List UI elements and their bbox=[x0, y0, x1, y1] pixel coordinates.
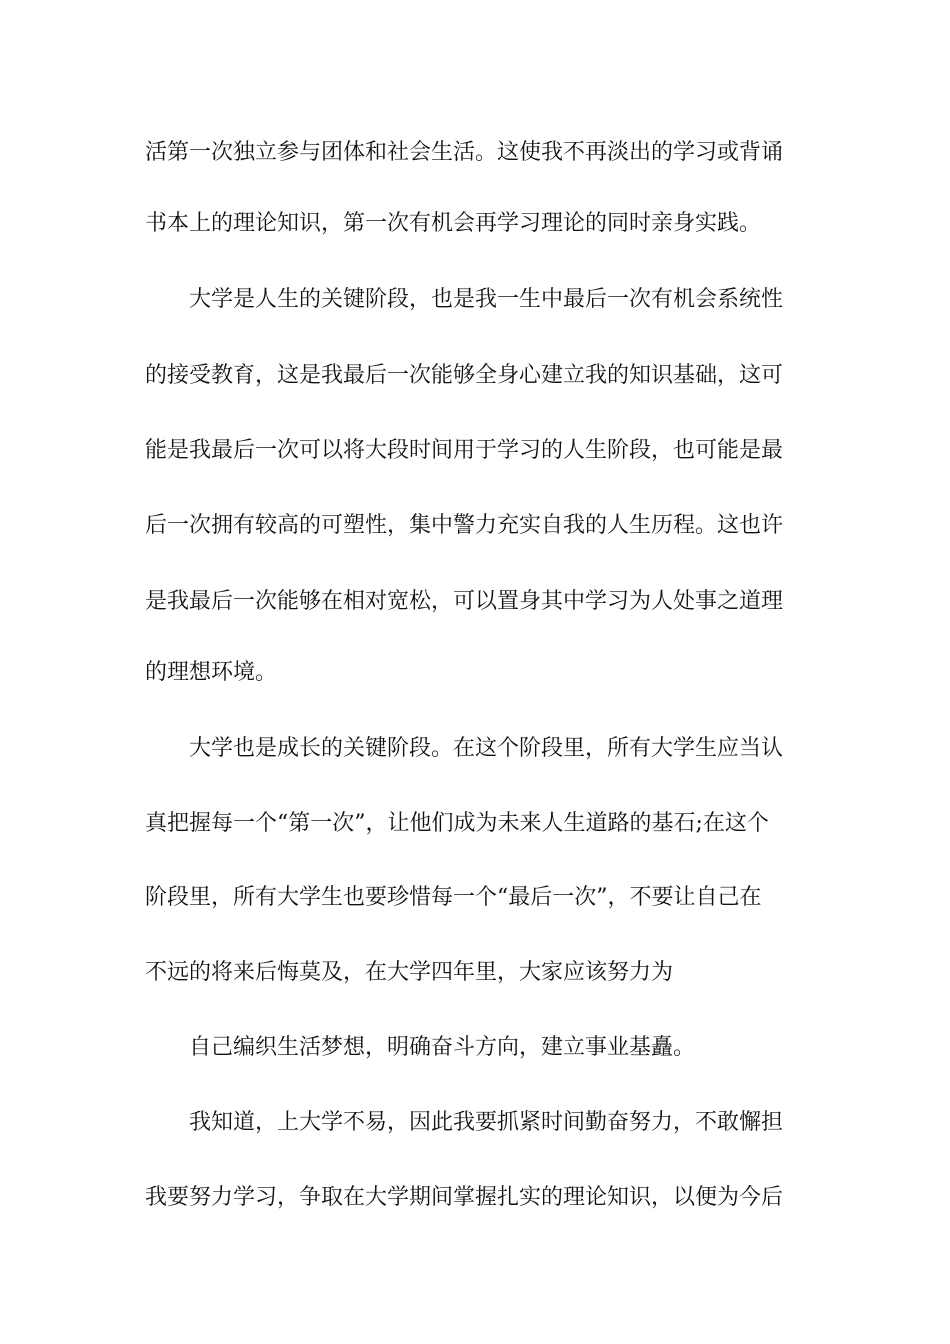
text-line: 我要努力学习，争取在大学期间掌握扎实的理论知识，以便为今后 bbox=[145, 1185, 784, 1210]
text-line: 不远的将来后悔莫及，在大学四年里，大家应该努力为 bbox=[145, 960, 674, 985]
paragraph-start-line: 我知道，上大学不易，因此我要抓紧时间勤奋努力，不敢懈担 bbox=[189, 1110, 784, 1135]
paragraph-start-line: 自己编织生活梦想，明确奋斗方向，建立事业基矗。 bbox=[189, 1035, 696, 1060]
text-line: 真把握每一个“第一次”，让他们成为未来人生道路的基石;在这个 bbox=[145, 811, 769, 836]
text-line: 的理想环境。 bbox=[145, 660, 278, 685]
text-line: 书本上的理论知识，第一次有机会再学习理论的同时亲身实践。 bbox=[145, 211, 762, 236]
text-line: 能是我最后一次可以将大段时间用于学习的人生阶段，也可能是最 bbox=[145, 438, 784, 463]
text-line: 活第一次独立参与团体和社会生活。这使我不再淡出的学习或背诵 bbox=[145, 140, 784, 165]
text-line: 的接受教育，这是我最后一次能够全身心建立我的知识基础，这可 bbox=[145, 363, 784, 388]
paragraph-start-line: 大学是人生的关键阶段，也是我一生中最后一次有机会系统性 bbox=[189, 287, 784, 312]
text-line: 阶段里，所有大学生也要珍惜每一个“最后一次”，不要让自己在 bbox=[145, 885, 762, 910]
paragraph-start-line: 大学也是成长的关键阶段。在这个阶段里，所有大学生应当认 bbox=[189, 736, 784, 761]
text-line: 是我最后一次能够在相对宽松，可以置身其中学习为人处事之道理 bbox=[145, 589, 784, 614]
text-line: 后一次拥有较高的可塑性，集中警力充实自我的人生历程。这也许 bbox=[145, 513, 784, 538]
